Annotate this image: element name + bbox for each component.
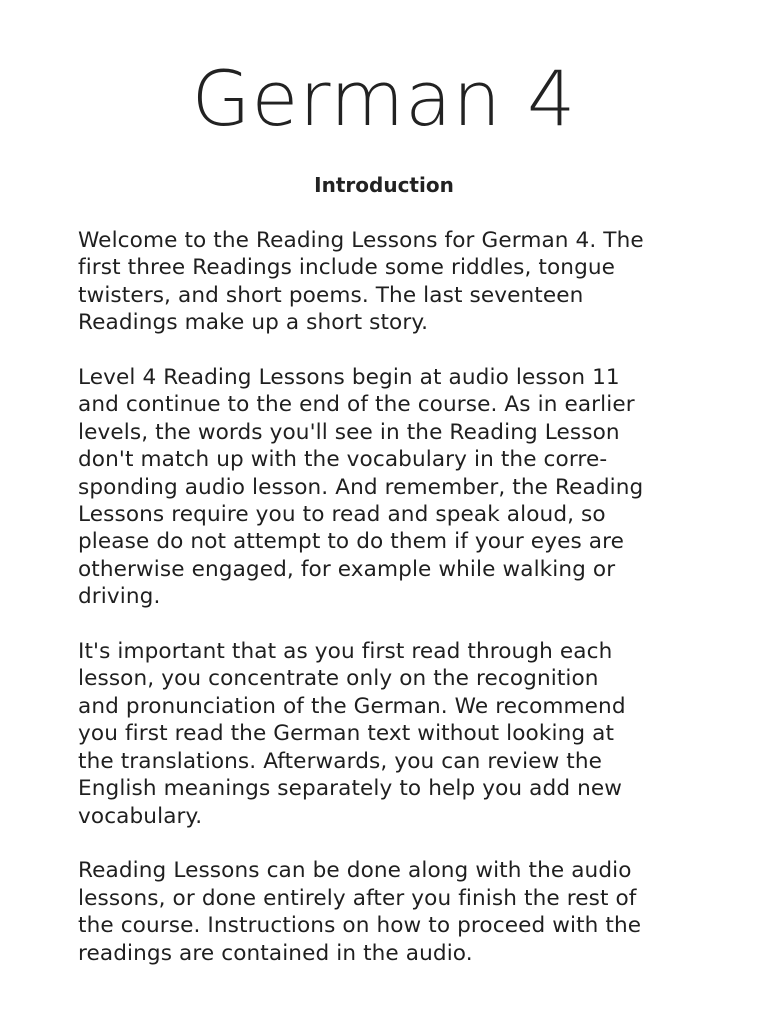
paragraph-level xyxy=(78,364,698,611)
text-line: Welcome to the Reading Lessons for German 4. The xyxy=(78,228,644,253)
text-line: don't match up with the vocabulary in the corre- xyxy=(78,447,608,473)
text-line: levels, the words you'll see in the Reading Lesson xyxy=(78,419,620,445)
text-line: sponding audio lesson. And remember, the Reading xyxy=(78,474,644,500)
section-heading: Introduction xyxy=(314,173,454,197)
paragraph-welcome xyxy=(78,227,698,337)
paragraph-schedule xyxy=(78,857,698,967)
text-line: lessons, or done entirely after you finish the rest of xyxy=(78,885,637,911)
page-title: German 4 xyxy=(191,54,577,143)
text-line: It's important that as you first read through each xyxy=(78,639,613,665)
text-line: otherwise engaged, for example while walking or xyxy=(78,556,616,582)
text-line: Readings make up a short story. xyxy=(78,310,429,336)
text-line: you first read the German text without looking at xyxy=(78,721,615,747)
text-line: the translations. Afterwards, you can review the xyxy=(78,748,603,774)
text-line: twisters, and short poems. The last seventeen xyxy=(78,282,584,308)
text-line: lesson, you concentrate only on the recognition xyxy=(78,666,599,692)
text-line: and pronunciation of the German. We recommend xyxy=(78,693,626,719)
text-line: Lessons require you to read and speak aloud, so xyxy=(78,502,606,528)
text-line: English meanings separately to help you add new xyxy=(78,776,623,802)
text-line: please do not attempt to do them if your eyes are xyxy=(78,529,624,555)
text-line: the course. Instructions on how to proceed with the xyxy=(78,913,642,939)
text-line: Reading Lessons can be done along with the audio xyxy=(78,858,632,884)
text-line: Level 4 Reading Lessons begin at audio lesson 11 xyxy=(78,365,620,391)
text-line: first three Readings include some riddles, tongue xyxy=(78,255,616,281)
text-line: vocabulary. xyxy=(78,803,203,829)
text-line: readings are contained in the audio. xyxy=(78,940,473,966)
body-text xyxy=(78,227,698,994)
text-line: and continue to the end of the course. As in earlier xyxy=(78,392,635,418)
paragraph-important xyxy=(78,638,698,830)
text-line: driving. xyxy=(78,584,161,610)
